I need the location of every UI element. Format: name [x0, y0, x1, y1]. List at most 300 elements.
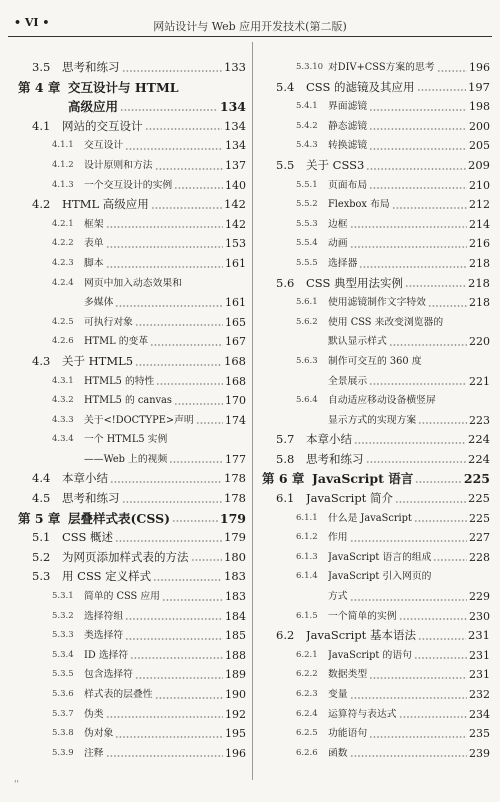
- entry-title: 变量: [328, 689, 348, 700]
- toc-entry-sub[interactable]: [262, 254, 490, 274]
- entry-title: 选择符组: [84, 610, 124, 622]
- entry-title: 框架: [84, 218, 104, 230]
- entry-page-number: 133: [224, 60, 246, 74]
- entry-page-number: 225: [463, 471, 490, 487]
- dot-leader: [174, 401, 223, 406]
- toc-entry-sub[interactable]: [18, 391, 246, 411]
- toc-entry-sub[interactable]: [18, 313, 246, 333]
- dot-leader: [428, 303, 467, 308]
- dot-leader: [115, 303, 223, 308]
- entry-title: 使用滤镜制作文字特效: [328, 297, 426, 309]
- entry-number: 4.2: [32, 197, 51, 212]
- entry-title: HTML5 的特性: [84, 375, 155, 387]
- toc-entry-sec[interactable]: [262, 626, 490, 646]
- toc-entry-sub[interactable]: [262, 744, 490, 764]
- toc-entry-sub[interactable]: [262, 97, 490, 117]
- entry-number: 5.5.3: [296, 218, 318, 229]
- toc-entry-sec[interactable]: [262, 450, 490, 470]
- entry-page-number: 218: [468, 275, 490, 290]
- entry-page-number: 231: [469, 668, 490, 682]
- entry-number: 第 6 章: [262, 471, 305, 487]
- entry-number: 6.2.5: [296, 728, 318, 739]
- dot-leader: [145, 126, 223, 131]
- dot-leader: [169, 459, 223, 464]
- dot-leader: [162, 597, 223, 602]
- entry-title: JavaScript 简介: [306, 491, 393, 506]
- dot-leader: [350, 597, 467, 602]
- entry-number: 4.2.2: [52, 238, 74, 249]
- entry-title: 制作可交互的 360 度: [328, 355, 422, 367]
- entry-number: 4.2.3: [52, 257, 74, 268]
- entry-page-number: 231: [468, 628, 490, 643]
- entry-page-number: 183: [224, 569, 246, 584]
- entry-number: 5.2: [32, 549, 51, 564]
- entry-number: 4.1.1: [52, 140, 74, 151]
- toc-entry-sub[interactable]: [262, 313, 490, 333]
- dot-leader: [122, 499, 223, 504]
- entry-page-number: 225: [468, 491, 490, 506]
- dot-leader: [115, 538, 222, 543]
- entry-title: 包含选择符: [84, 669, 133, 681]
- entry-number: 5.7: [276, 432, 295, 447]
- toc-entry-sub[interactable]: [18, 215, 246, 235]
- dot-leader: [135, 362, 222, 367]
- toc-entry-sec[interactable]: [262, 274, 490, 294]
- entry-number: 6.1.2: [296, 532, 318, 543]
- entry-number: 4.1.3: [52, 179, 74, 190]
- toc-entry-sec[interactable]: [18, 117, 246, 137]
- entry-page-number: 165: [225, 315, 246, 329]
- entry-number: 3.5: [32, 60, 51, 74]
- toc-entry-sub[interactable]: [262, 215, 490, 235]
- entry-title: 全景展示: [328, 375, 368, 387]
- entry-number: 4.2.5: [52, 316, 74, 327]
- entry-number: 5.5.1: [296, 179, 318, 190]
- entry-title: 显示方式的实现方案: [328, 414, 417, 426]
- entry-page-number: 239: [469, 746, 490, 760]
- entry-page-number: 227: [469, 531, 490, 545]
- entry-page-number: 210: [469, 178, 490, 192]
- toc-entry-sub[interactable]: [18, 274, 246, 294]
- entry-page-number: 200: [469, 119, 490, 133]
- entry-number: 5.3.1: [52, 591, 74, 602]
- dot-leader: [414, 655, 467, 660]
- dot-leader: [151, 205, 222, 210]
- dot-leader: [155, 166, 223, 171]
- entry-page-number: 170: [225, 394, 246, 408]
- entry-page-number: 228: [469, 550, 490, 564]
- entry-number: 5.4: [276, 79, 295, 94]
- toc-entry-sub[interactable]: [18, 372, 246, 392]
- entry-number: 4.3: [32, 353, 51, 368]
- entry-page-number: 137: [225, 158, 246, 172]
- entry-title: HTML5 的 canvas: [84, 395, 172, 407]
- entry-title: 一个 HTML5 实例: [84, 434, 168, 446]
- dot-leader: [418, 636, 466, 641]
- toc-entry-sub[interactable]: [262, 646, 490, 666]
- toc-entry-sub[interactable]: [18, 234, 246, 254]
- entry-page-number: 168: [225, 374, 246, 388]
- dot-leader: [135, 322, 223, 327]
- dot-leader: [369, 146, 467, 151]
- entry-title: 边框: [328, 218, 348, 230]
- toc-entry-sub[interactable]: [262, 195, 490, 215]
- entry-page-number: 178: [224, 471, 246, 486]
- entry-title: 功能语句: [328, 728, 368, 740]
- entry-page-number: 229: [469, 590, 490, 604]
- toc-entry-sec[interactable]: [18, 528, 246, 548]
- toc-entry-sub[interactable]: [262, 391, 490, 411]
- entry-page-number: 232: [469, 688, 490, 701]
- toc-entry-sec[interactable]: [18, 195, 246, 215]
- entry-title: 一个交互设计的实例: [84, 179, 173, 191]
- toc-entry-sub[interactable]: [262, 372, 490, 392]
- toc-entry-sub[interactable]: [262, 293, 490, 313]
- entry-title: 脚本: [84, 257, 104, 269]
- entry-page-number: 224: [468, 451, 490, 466]
- toc-entry-sub[interactable]: [262, 528, 490, 548]
- entry-page-number: 185: [225, 629, 246, 643]
- entry-page-number: 179: [224, 530, 246, 545]
- toc-entry-sub[interactable]: [262, 234, 490, 254]
- toc-entry-sec[interactable]: [18, 352, 246, 372]
- header-rule: [8, 36, 492, 37]
- dot-leader: [106, 714, 223, 719]
- entry-title: CSS 的滤镜及其应用: [306, 79, 415, 94]
- entry-page-number: 218: [469, 256, 490, 270]
- dot-leader: [120, 107, 218, 112]
- entry-title: 思考和练习: [62, 491, 120, 506]
- entry-title: 用 CSS 定义样式: [62, 569, 152, 584]
- entry-title: CSS 概述: [62, 530, 114, 545]
- entry-number: 6.2: [276, 628, 295, 643]
- entry-page-number: 221: [469, 374, 490, 388]
- entry-page-number: 167: [225, 335, 246, 349]
- toc-entry-sub[interactable]: [262, 332, 490, 352]
- entry-title: 动画: [328, 238, 348, 250]
- entry-page-number: 161: [225, 256, 246, 270]
- entry-number: 4.3.2: [52, 395, 74, 406]
- toc-entry-sub[interactable]: [262, 58, 490, 78]
- entry-number: 5.3: [32, 569, 51, 584]
- entry-title: 高级应用: [68, 99, 119, 115]
- dot-leader: [350, 753, 467, 758]
- entry-number: 5.6: [276, 275, 295, 290]
- entry-title: 自动适应移动设备横竖屏: [328, 395, 436, 407]
- entry-number: 第 5 章: [18, 510, 61, 526]
- entry-number: 5.3.4: [52, 649, 74, 660]
- toc-entry-sec[interactable]: [18, 548, 246, 568]
- dot-leader: [191, 557, 223, 562]
- entry-title: 数据类型: [328, 669, 368, 681]
- dot-leader: [369, 107, 467, 112]
- entry-title: 网页中加入动态效果和: [84, 277, 182, 289]
- dot-leader: [399, 616, 467, 621]
- dot-leader: [174, 185, 223, 190]
- entry-page-number: 205: [469, 139, 490, 153]
- toc-entry-sub[interactable]: [262, 567, 490, 587]
- toc-entry-sec[interactable]: [262, 156, 490, 176]
- toc-entry-ch[interactable]: [18, 97, 246, 117]
- toc-entry-sub[interactable]: [18, 705, 246, 725]
- toc-entry-sub[interactable]: [262, 176, 490, 196]
- toc-entry-sub[interactable]: [18, 254, 246, 274]
- entry-page-number: 189: [225, 668, 246, 682]
- entry-number: 5.3.3: [52, 630, 74, 641]
- entry-title: 可执行对象: [84, 316, 133, 328]
- entry-number: 4.5: [32, 491, 51, 506]
- entry-page-number: 192: [225, 707, 246, 721]
- toc-entry-sub[interactable]: [18, 156, 246, 176]
- entry-page-number: 231: [469, 648, 490, 662]
- entry-page-number: 161: [225, 296, 246, 310]
- toc-entry-ch[interactable]: [262, 469, 490, 489]
- entry-title: 网站的交互设计: [62, 118, 143, 133]
- dot-leader: [106, 224, 223, 229]
- entry-title: 转换滤镜: [328, 140, 368, 152]
- entry-title: ——Web 上的视频: [84, 453, 168, 465]
- entry-page-number: 140: [225, 178, 246, 192]
- toc-entry-ch[interactable]: [18, 78, 246, 98]
- scan-mark: '': [14, 780, 19, 790]
- entry-number: 5.8: [276, 451, 295, 466]
- entry-page-number: 220: [469, 335, 490, 349]
- entry-title: 函数: [328, 747, 348, 759]
- dot-leader: [130, 655, 223, 660]
- dot-leader: [433, 557, 467, 562]
- toc-entry-sub[interactable]: [18, 450, 246, 470]
- entry-page-number: 209: [468, 157, 490, 172]
- entry-title: 默认显示样式: [328, 336, 387, 348]
- toc-entry-sub[interactable]: [262, 607, 490, 627]
- dot-leader: [150, 342, 223, 347]
- entry-number: 4.2.6: [52, 336, 74, 347]
- toc-entry-sec[interactable]: [262, 430, 490, 450]
- dot-leader: [125, 636, 223, 641]
- entry-page-number: 177: [225, 452, 246, 466]
- dot-leader: [350, 224, 467, 229]
- toc-entry-sub[interactable]: [18, 744, 246, 764]
- dot-leader: [369, 675, 467, 680]
- toc-entry-sec[interactable]: [262, 78, 490, 98]
- entry-number: 5.4.3: [296, 140, 318, 151]
- entry-title: 本章小结: [62, 471, 108, 486]
- entry-page-number: 214: [469, 217, 490, 231]
- toc-right-column: [262, 58, 490, 763]
- toc-entry-sub[interactable]: [18, 136, 246, 156]
- entry-title: 多媒体: [84, 297, 114, 309]
- entry-title: 交互设计与 HTML: [68, 79, 179, 95]
- toc-entry-sub[interactable]: [262, 587, 490, 607]
- dot-leader: [125, 146, 223, 151]
- toc-entry-sub[interactable]: [262, 509, 490, 529]
- entry-page-number: 230: [469, 609, 490, 623]
- entry-title: 层叠样式表(CSS): [68, 510, 171, 526]
- toc-entry-sub[interactable]: [18, 626, 246, 646]
- entry-page-number: 225: [469, 511, 490, 525]
- entry-title: 页面布局: [328, 179, 368, 191]
- entry-number: 6.1.1: [296, 512, 318, 523]
- dot-leader: [155, 695, 223, 700]
- entry-number: 4.2.4: [52, 277, 74, 288]
- entry-title: 关于 HTML5: [62, 353, 134, 368]
- entry-number: 5.3.8: [52, 728, 74, 739]
- toc-entry-sub[interactable]: [262, 665, 490, 685]
- entry-title: JavaScript 引入网页的: [328, 571, 432, 583]
- toc-entry-sub[interactable]: [262, 705, 490, 725]
- toc-entry-sub[interactable]: [18, 430, 246, 450]
- dot-leader: [354, 440, 466, 445]
- entry-number: 5.3.2: [52, 610, 74, 621]
- entry-page-number: 134: [225, 139, 246, 153]
- toc-entry-sub[interactable]: [18, 685, 246, 705]
- dot-leader: [106, 244, 223, 249]
- dot-leader: [156, 381, 223, 386]
- entry-page-number: 179: [219, 510, 246, 526]
- entry-title: 交互设计: [84, 140, 124, 152]
- entry-number: 6.1.3: [296, 551, 318, 562]
- toc-entry-sub[interactable]: [18, 176, 246, 196]
- entry-title: HTML 高级应用: [62, 197, 149, 212]
- entry-title: 表单: [84, 238, 104, 250]
- running-title: 网站设计与 Web 应用开发技术(第二版): [153, 20, 347, 33]
- entry-number: 5.5.2: [296, 199, 318, 210]
- toc-entry-sub[interactable]: [262, 411, 490, 431]
- dot-leader: [110, 479, 222, 484]
- dot-leader: [389, 342, 467, 347]
- dot-leader: [359, 264, 467, 269]
- entry-title: 什么是 JavaScript: [328, 512, 412, 524]
- entry-number: 4.2.1: [52, 218, 74, 229]
- toc-entry-sub[interactable]: [262, 117, 490, 137]
- toc-entry-sub[interactable]: [18, 411, 246, 431]
- entry-title: 伪对象: [84, 728, 114, 740]
- toc-entry-sub[interactable]: [262, 685, 490, 705]
- entry-page-number: 196: [225, 746, 246, 760]
- entry-title: 对DIV+CSS方案的思考: [328, 62, 435, 73]
- entry-title: 注释: [84, 747, 104, 759]
- entry-title: Flexbox 布局: [328, 199, 390, 211]
- entry-title: 一个简单的实例: [328, 610, 397, 622]
- entry-page-number: 142: [225, 217, 246, 231]
- dot-leader: [437, 68, 467, 73]
- entry-page-number: 235: [469, 727, 490, 741]
- dot-leader: [115, 734, 223, 739]
- toc-entry-sub[interactable]: [18, 587, 246, 607]
- toc-entry-sec[interactable]: [18, 58, 246, 78]
- toc-entry-sub[interactable]: [18, 293, 246, 313]
- dot-leader: [106, 753, 223, 758]
- dot-leader: [196, 420, 223, 425]
- entry-page-number: 195: [225, 727, 246, 741]
- toc-left-column: [18, 58, 246, 763]
- toc-entry-sub[interactable]: [262, 548, 490, 568]
- entry-title: ID 选择符: [84, 649, 129, 661]
- toc-entry-ch[interactable]: [18, 509, 246, 529]
- dot-leader: [369, 185, 467, 190]
- entry-number: 5.5.5: [296, 257, 318, 268]
- dot-leader: [405, 283, 466, 288]
- toc-entry-sub[interactable]: [18, 724, 246, 744]
- toc-entry-sub[interactable]: [18, 607, 246, 627]
- toc-entry-sub[interactable]: [18, 665, 246, 685]
- dot-leader: [369, 126, 467, 131]
- entry-number: 6.1.5: [296, 610, 318, 621]
- entry-number: 5.3.6: [52, 689, 74, 699]
- entry-number: 5.6.1: [296, 297, 318, 308]
- entry-number: 5.3.9: [52, 747, 74, 758]
- entry-title: 方式: [328, 591, 348, 603]
- entry-number: 4.4: [32, 471, 51, 486]
- toc-entry-sec[interactable]: [18, 567, 246, 587]
- entry-number: 5.5.4: [296, 238, 318, 249]
- entry-number: 4.3.3: [52, 414, 74, 425]
- dot-leader: [414, 518, 467, 523]
- entry-page-number: 180: [224, 549, 246, 564]
- toc-entry-sec[interactable]: [18, 469, 246, 489]
- entry-title: 类选择符: [84, 630, 124, 642]
- dot-leader: [122, 68, 223, 73]
- entry-page-number: 234: [469, 707, 490, 721]
- entry-title: JavaScript 的语句: [328, 649, 412, 661]
- toc-entry-sec[interactable]: [262, 489, 490, 509]
- toc-entry-sub[interactable]: [262, 352, 490, 372]
- entry-title: JavaScript 语言: [312, 471, 414, 487]
- dot-leader: [135, 675, 223, 680]
- entry-number: 5.3.7: [52, 708, 74, 719]
- entry-page-number: 183: [225, 590, 246, 604]
- entry-number: 6.1: [276, 491, 295, 506]
- entry-page-number: 216: [469, 237, 490, 251]
- entry-title: HTML 的变革: [84, 336, 149, 348]
- entry-title: 使用 CSS 来改变浏览器的: [328, 316, 444, 328]
- dot-leader: [366, 459, 467, 464]
- entry-page-number: 224: [468, 432, 490, 447]
- entry-page-number: 190: [225, 688, 246, 701]
- dot-leader: [350, 244, 467, 249]
- dot-leader: [106, 264, 223, 269]
- dot-leader: [417, 87, 467, 92]
- page-number: • VI •: [14, 16, 50, 29]
- entry-number: 4.1.2: [52, 159, 74, 170]
- entry-title: 关于<!DOCTYPE>声明: [84, 414, 194, 426]
- entry-title: 样式表的层叠性: [84, 689, 153, 700]
- entry-title: 为网页添加样式表的方法: [62, 549, 189, 564]
- dot-leader: [350, 695, 467, 700]
- page-header: [0, 0, 500, 40]
- toc-entry-sub[interactable]: [18, 646, 246, 666]
- entry-page-number: 188: [225, 648, 246, 662]
- toc-entry-sub[interactable]: [18, 332, 246, 352]
- toc-entry-sec[interactable]: [18, 489, 246, 509]
- dot-leader: [366, 166, 466, 171]
- entry-page-number: 223: [469, 413, 490, 427]
- entry-title: JavaScript 语言的组成: [328, 551, 432, 563]
- entry-title: 静态滤镜: [328, 120, 368, 132]
- entry-title: 思考和练习: [62, 60, 120, 74]
- toc-entry-sub[interactable]: [262, 724, 490, 744]
- entry-page-number: 153: [225, 237, 246, 251]
- entry-number: 6.1.4: [296, 571, 318, 582]
- entry-page-number: 212: [469, 198, 490, 212]
- entry-title: 关于 CSS3: [306, 157, 365, 172]
- toc-entry-sub[interactable]: [262, 136, 490, 156]
- entry-number: 第 4 章: [18, 79, 61, 95]
- entry-page-number: 184: [225, 609, 246, 623]
- entry-title: 思考和练习: [306, 451, 364, 466]
- dot-leader: [399, 714, 467, 719]
- entry-page-number: 198: [469, 100, 490, 114]
